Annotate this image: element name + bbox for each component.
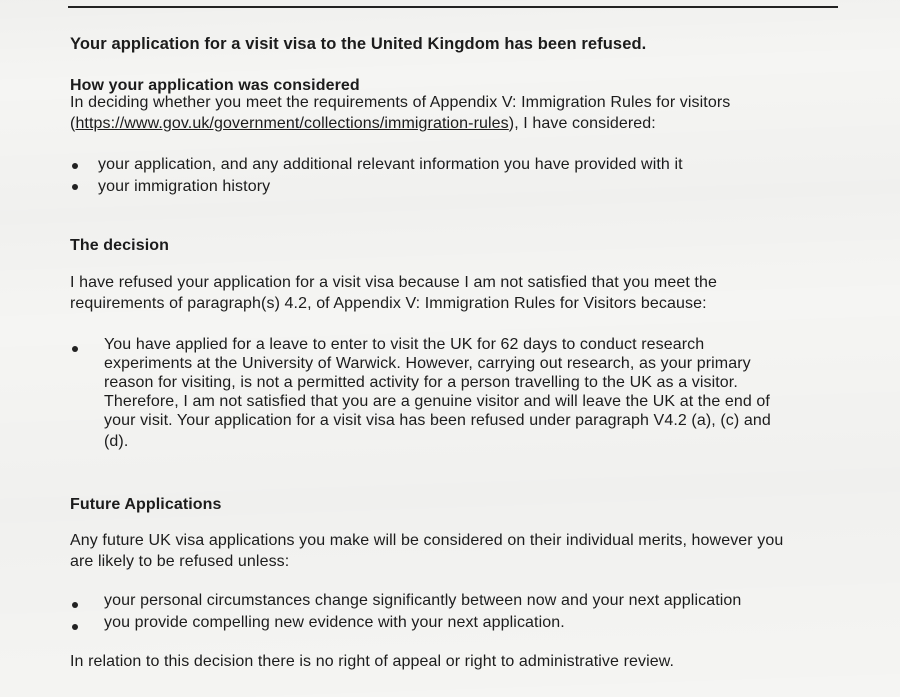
bullet-icon [72,163,78,169]
decision-para-line: requirements of paragraph(s) 4.2, of Appendix V: Immigration Rules for Visitors because: [70,295,707,312]
decision-reason-line: (d). [104,433,129,450]
decision-reason-line: reason for visiting, is not a permitted activity for a person travelling to the UK as a visitor. [104,374,738,391]
future-heading: Future Applications [70,496,222,513]
bullet-icon [72,184,78,190]
decision-reason-line: Therefore, I am not satisfied that you are a genuine visitor and will leave the UK at the end of [104,393,770,410]
decision-para-line: I have refused your application for a visit visa because I am not satisfied that you meet the [70,274,717,291]
considered-bullet-item: your application, and any additional relevant information you have provided with it [98,156,683,173]
future-para-line: are likely to be refused unless: [70,553,290,570]
refusal-headline: Your application for a visit visa to the United Kingdom has been refused. [70,35,647,53]
open-paren: ( [70,115,76,132]
bullet-icon [72,624,78,630]
considered-heading: How your application was considered [70,77,360,94]
decision-reason-line: experiments at the University of Warwick. However, carrying out research, as your primary [104,355,751,372]
future-para-line: Any future UK visa applications you make will be considered on their individual merits, however you [70,532,784,549]
immigration-rules-link[interactable]: https://www.gov.uk/government/collections/immigration-rules [75,115,509,132]
top-rule-divider [68,6,838,8]
future-bullet-item: you provide compelling new evidence with your next application. [104,614,565,631]
future-bullet-item: your personal circumstances change significantly between now and your next application [104,592,742,609]
considered-intro-link-line [70,114,656,134]
decision-reason-line: You have applied for a leave to enter to visit the UK for 62 days to conduct research [104,336,705,353]
decision-reason-line: your visit. Your application for a visit visa has been refused under paragraph V4.2 (a), (c) and [104,412,771,429]
decision-heading: The decision [70,237,169,254]
intro-tail: ), I have considered: [508,115,656,132]
bullet-icon [72,602,78,608]
appeal-note: In relation to this decision there is no right of appeal or right to administrative review. [70,653,675,670]
considered-bullet-item: your immigration history [98,178,271,195]
bullet-icon [72,346,78,352]
considered-intro-line: In deciding whether you meet the requirements of Appendix V: Immigration Rules for visitors [70,94,731,111]
